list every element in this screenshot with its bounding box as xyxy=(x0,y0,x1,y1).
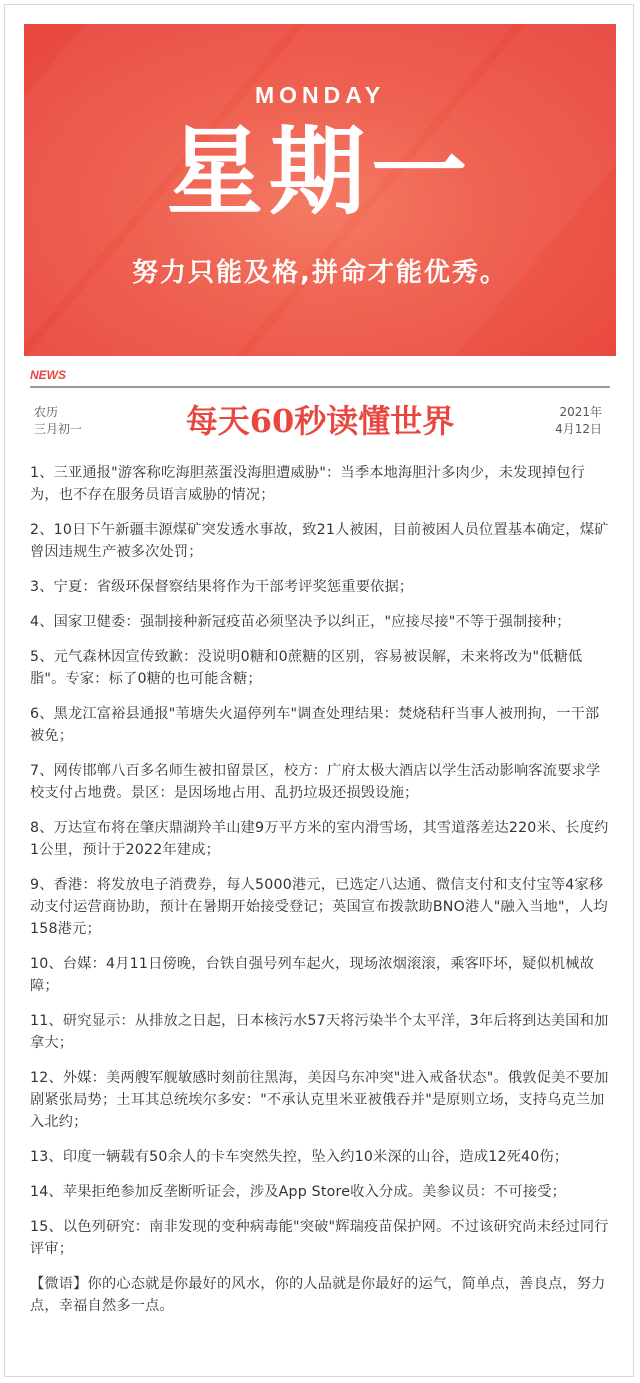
daily-quote: 【微语】你的心态就是你最好的风水，你的人品就是你最好的运气，简单点，善良点，努力点，幸福自然多一点。 xyxy=(30,1276,606,1314)
news-item: 5、元气森林因宣传致歉：没说明0糖和0蔗糖的区别，容易被误解，未来将改为"低糖低脂"。专家：标了0糖的也可能含糖； xyxy=(30,649,583,687)
news-item: 6、黑龙江富裕县通报"苇塘失火逼停列车"调查处理结果：焚烧秸秆当事人被刑拘，一干部被免； xyxy=(30,706,600,744)
news-item: 7、网传邯郸八百多名师生被扣留景区，校方：广府太极大酒店以学生活动影响客流要求学校支付占地费。景区：是因场地占用、乱扔垃圾还损毁设施； xyxy=(30,763,601,801)
lunar-day: 三月初一 xyxy=(34,422,83,436)
news-item: 8、万达宣布将在肇庆鼎湖羚羊山建9万平方米的室内滑雪场，其雪道落差达220米、长度约1公里，预计于2022年建成； xyxy=(30,820,609,858)
page-title: 每天60秒读懂世界 xyxy=(185,402,455,440)
news-item: 14、苹果拒绝参加反垄断听证会，涉及App Store收入分成。美参议员：不可接受； xyxy=(30,1184,566,1200)
gregorian-date xyxy=(555,404,602,438)
news-item: 12、外媒：美两艘军舰敏感时刻前往黑海，美因乌东冲突"进入戒备状态"。俄敦促美不要加剧紧张局势；土耳其总统埃尔多安："不承认克里米亚被俄吞并"是原则立场，支持乌克兰加入北约； xyxy=(30,1070,609,1130)
news-item: 11、研究显示：从排放之日起，日本核污水57天将污染半个太平洋，3年后将到达美国和加拿大； xyxy=(30,1013,609,1051)
date-year: 2021年 xyxy=(559,405,602,419)
news-label: NEWS xyxy=(30,368,66,382)
news-item: 1、三亚通报"游客称吃海胆蒸蛋没海胆遭威胁"：当季本地海胆汁多肉少，未发现掉包行为，也不存在服务员语言威胁的情况； xyxy=(30,465,586,503)
news-item: 10、台媒：4月11日傍晚，台铁自强号列车起火，现场浓烟滚滚，乘客吓坏，疑似机械故障； xyxy=(30,956,595,994)
news-list xyxy=(30,462,612,1330)
news-item: 4、国家卫健委：强制接种新冠疫苗必须坚决予以纠正，"应接尽接"不等于强制接种； xyxy=(30,614,571,630)
news-item: 13、印度一辆载有50余人的卡车突然失控，坠入约10米深的山谷，造成12死40伤； xyxy=(30,1149,569,1165)
banner-day-english: MONDAY xyxy=(254,82,386,108)
lunar-label: 农历 xyxy=(34,405,59,419)
banner-slogan: 努力只能及格,拼命才能优秀。 xyxy=(132,258,508,288)
news-item: 3、宁夏：省级环保督察结果将作为干部考评奖惩重要依据； xyxy=(30,579,414,595)
date-month-day: 4月12日 xyxy=(555,422,602,436)
hero-banner xyxy=(24,24,616,356)
banner-day-chinese: 星期一 xyxy=(167,115,473,228)
news-item: 9、香港：将发放电子消费券，每人5000港元，已选定八达通、微信支付和支付宝等4家移动支付运营商协助，预计在暑期开始接受登记；英国宣布拨款助BNO港人"融入当地"，人均158港元； xyxy=(30,877,608,937)
news-item: 2、10日下午新疆丰源煤矿突发透水事故，致21人被困，目前被困人员位置基本确定，煤矿曾因违规生产被多次处罚； xyxy=(30,522,609,560)
news-item: 15、以色列研究：南非发现的变种病毒能"突破"辉瑞疫苗保护网。不过该研究尚未经过同行评审； xyxy=(30,1219,609,1257)
header-divider xyxy=(30,386,610,388)
